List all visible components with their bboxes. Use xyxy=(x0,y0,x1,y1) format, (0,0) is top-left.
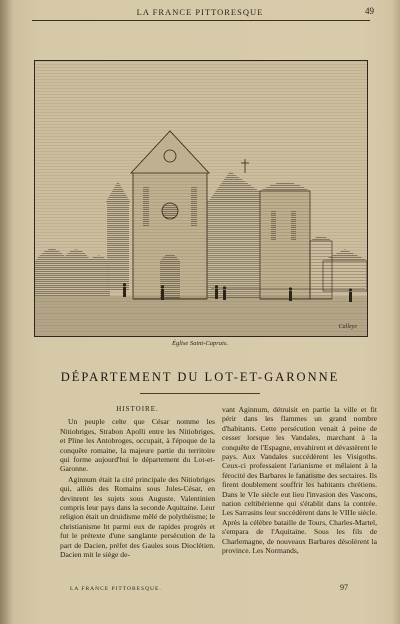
page-number: 49 xyxy=(365,6,374,16)
church-illustration xyxy=(35,61,367,336)
article-title: DÉPARTEMENT DU LOT-ET-GARONNE xyxy=(60,370,340,384)
header-rule xyxy=(32,20,370,21)
title-rule xyxy=(140,393,260,394)
rose-window xyxy=(162,203,178,219)
running-head: LA FRANCE PITTORESQUE xyxy=(136,7,264,17)
signature-mark: 97 xyxy=(340,583,348,592)
section-label: HISTOIRE. xyxy=(116,405,159,413)
illustration-caption: Église Saint-Caprais. xyxy=(172,340,228,347)
trees-left xyxy=(35,249,110,296)
left-tower xyxy=(107,201,129,291)
church-engraving xyxy=(34,60,368,337)
paragraph: Aginnum était la cité principale des Nitiobriges qui, alliés des Romains sous Jules-César, en devinrent les sujets sous Auguste. Valentinien compris leur pays dans la seconde Aquitaine. Leur religion était un druidisme mêlé de polythéisme; le christianisme ht parmi eux de rapides progrès et fut le prétexte d'une sanglante persécution de la part de Dacien, préfet des Gaules sous Dioclétien. Dacien mit le siège de- xyxy=(60,474,215,560)
footer-running-title: LA FRANCE PITTORESQUE. xyxy=(70,586,162,592)
paragraph: vant Aginnum, détruisit en partie la ville et fit périr dans les flammes un grand nombre d'habitants. Cette persécution venait à peine de cesser lorsque les Vandales, marchant à la conquête de l'Espagne, envahirent et dévastèrent le pays. Aux Vandales succédèrent les Visigoths. Ceux-ci professaient l'arianisme et mêlaient à la férocité des Barbares le fanatisme des sectaires. Ils firent doublement souffrir les habitants chrétiens. Dans le VIe siècle eut lieu l'invasion des Vascons, nation celtibérienne qui s'établit dans la contrée. Les Sarrasins leur succédèrent dans le VIIIe siècle. Après la célèbre bataille de Tours, Charles-Martel, s'empara de l'Aquitaine. Sous les fils de Charlemagne, de nouveaux Barbares désolèrent la province. Les Normands, xyxy=(222,405,377,556)
text-column-right xyxy=(222,405,377,557)
paragraph: Un peuple celte que César nomme les Nitiobriges, Strabon Apolli entre les Nitiobriges, et Pline les Antobroges, occupait, à l'époque de la conquête romaine, la majeure partie du territoire qui forme aujourd'hui le département du Lot-et-Garonne. xyxy=(60,417,215,474)
engraver-signature: Calleye xyxy=(338,324,357,330)
spine-shadow xyxy=(0,0,14,624)
square xyxy=(35,296,367,336)
text-column-left xyxy=(60,405,215,561)
